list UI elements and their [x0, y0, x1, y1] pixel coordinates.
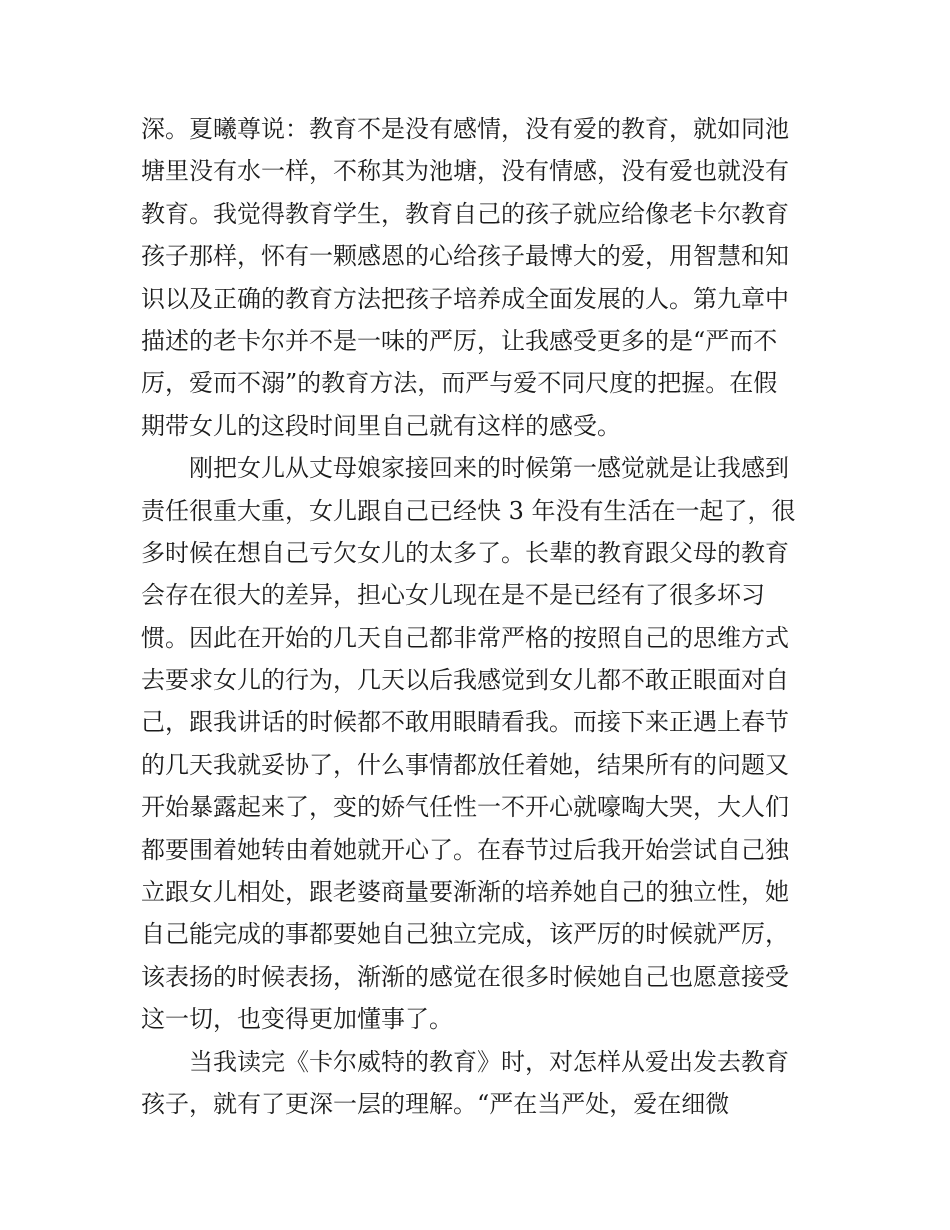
text-line: 厉，爱而不溺”的教育方法，而严与爱不同尺度的把握。在假 [141, 369, 778, 398]
text-line: 去要求女儿的行为，几天以后我感觉到女儿都不敢正眼面对自 [141, 666, 789, 695]
text-line: 塘里没有水一样，不称其为池塘，没有情感，没有爱也就没有 [141, 157, 789, 186]
text-line: 责任很重大重，女儿跟自己已经快 3 年没有生活在一起了，很 [141, 496, 796, 525]
text-line: 的几天我就妥协了，什么事情都放任着她，结果所有的问题又 [141, 750, 789, 779]
text-line: 该表扬的时候表扬，渐渐的感觉在很多时候她自己也愿意接受 [141, 962, 789, 991]
text-line: 孩子那样，怀有一颗感恩的心给孩子最博大的爱，用智慧和知 [141, 242, 789, 271]
text-line: 己，跟我讲话的时候都不敢用眼睛看我。而接下来正遇上春节 [141, 708, 789, 737]
text-line: 自己能完成的事都要她自己独立完成，该严厉的时候就严厉， [141, 920, 789, 949]
text-line: 深。夏曦尊说：教育不是没有感情，没有爱的教育，就如同池 [141, 115, 789, 143]
text-line: 都要围着她转由着她就开心了。在春节过后我开始尝试自己独 [141, 835, 789, 864]
text-line: 立跟女儿相处，跟老婆商量要渐渐的培养她自己的独立性，她 [141, 878, 789, 907]
text-line: 惯。因此在开始的几天自己都非常严格的按照自己的思维方式 [141, 623, 789, 652]
text-line: 期带女儿的这段时间里自己就有这样的感受。 [141, 411, 621, 440]
text-line: 孩子，就有了更深一层的理解。“严在当严处，爱在细微 [141, 1089, 730, 1118]
text-line: 这一切，也变得更加懂事了。 [141, 1005, 453, 1034]
text-line: 多时候在想自己亏欠女儿的太多了。长辈的教育跟父母的教育 [141, 538, 789, 567]
body-text [141, 108, 821, 1125]
text-line: 描述的老卡尔并不是一味的严厉，让我感受更多的是“严而不 [141, 326, 778, 355]
paragraph-start-line: 当我读完《卡尔威特的教育》时，对怎样从爱出发去教育 [189, 1047, 789, 1076]
text-line: 教育。我觉得教育学生，教育自己的孩子就应给像老卡尔教育 [141, 199, 789, 228]
paragraph-start-line: 刚把女儿从丈母娘家接回来的时候第一感觉就是让我感到 [189, 454, 789, 483]
text-line: 识以及正确的教育方法把孩子培养成全面发展的人。第九章中 [141, 284, 789, 313]
text-line: 会存在很大的差异，担心女儿现在是不是已经有了很多坏习 [141, 581, 765, 610]
text-line: 开始暴露起来了，变的娇气任性一不开心就嚎啕大哭，大人们 [141, 793, 789, 822]
